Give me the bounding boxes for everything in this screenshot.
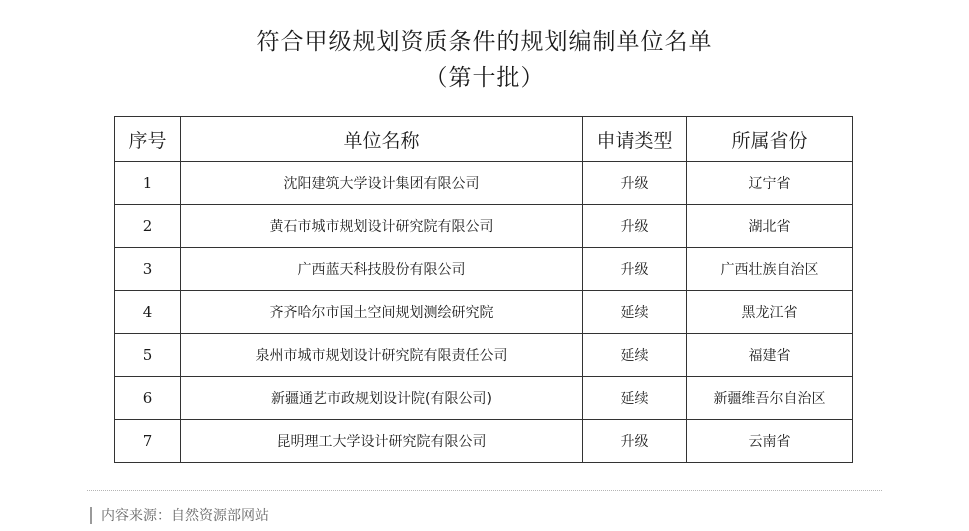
province: 广西壮族自治区 xyxy=(687,248,853,291)
province: 福建省 xyxy=(687,334,853,377)
unit-name: 昆明理工大学设计研究院有限公司 xyxy=(181,420,583,463)
row-number: 7 xyxy=(115,420,181,463)
row-number: 5 xyxy=(115,334,181,377)
quote-bar xyxy=(90,507,92,524)
row-number: 4 xyxy=(115,291,181,334)
row-number: 3 xyxy=(115,248,181,291)
application-type: 延续 xyxy=(583,334,687,377)
table-row xyxy=(115,162,853,205)
table-row xyxy=(115,377,853,420)
unit-name: 泉州市城市规划设计研究院有限责任公司 xyxy=(181,334,583,377)
table-row xyxy=(115,334,853,377)
province: 辽宁省 xyxy=(687,162,853,205)
row-number: 1 xyxy=(115,162,181,205)
column-header-name: 单位名称 xyxy=(181,117,583,162)
row-number: 2 xyxy=(115,205,181,248)
unit-name: 黄石市城市规划设计研究院有限公司 xyxy=(181,205,583,248)
application-type: 延续 xyxy=(583,377,687,420)
unit-name: 沈阳建筑大学设计集团有限公司 xyxy=(181,162,583,205)
province: 湖北省 xyxy=(687,205,853,248)
column-header-province: 所属省份 xyxy=(687,117,853,162)
province: 黑龙江省 xyxy=(687,291,853,334)
province: 新疆维吾尔自治区 xyxy=(687,377,853,420)
application-type: 升级 xyxy=(583,420,687,463)
table-header-row xyxy=(115,117,853,162)
application-type: 延续 xyxy=(583,291,687,334)
table-row xyxy=(115,205,853,248)
row-number: 6 xyxy=(115,377,181,420)
unit-name: 广西蓝天科技股份有限公司 xyxy=(181,248,583,291)
unit-name: 齐齐哈尔市国土空间规划测绘研究院 xyxy=(181,291,583,334)
source-note xyxy=(90,505,269,525)
province: 云南省 xyxy=(687,420,853,463)
document-subtitle: （第十批） xyxy=(424,65,545,91)
application-type: 升级 xyxy=(583,205,687,248)
application-type: 升级 xyxy=(583,162,687,205)
dotted-divider xyxy=(87,490,882,491)
document-title: 符合甲级规划资质条件的规划编制单位名单 xyxy=(256,29,713,55)
source-text: 内容来源：自然资源部网站 xyxy=(101,508,269,524)
column-header-no: 序号 xyxy=(115,117,181,162)
table-row xyxy=(115,420,853,463)
application-type: 升级 xyxy=(583,248,687,291)
unit-list-table xyxy=(114,116,853,463)
column-header-type: 申请类型 xyxy=(583,117,687,162)
table-row xyxy=(115,248,853,291)
unit-name: 新疆通艺市政规划设计院(有限公司) xyxy=(181,377,583,420)
table-row xyxy=(115,291,853,334)
